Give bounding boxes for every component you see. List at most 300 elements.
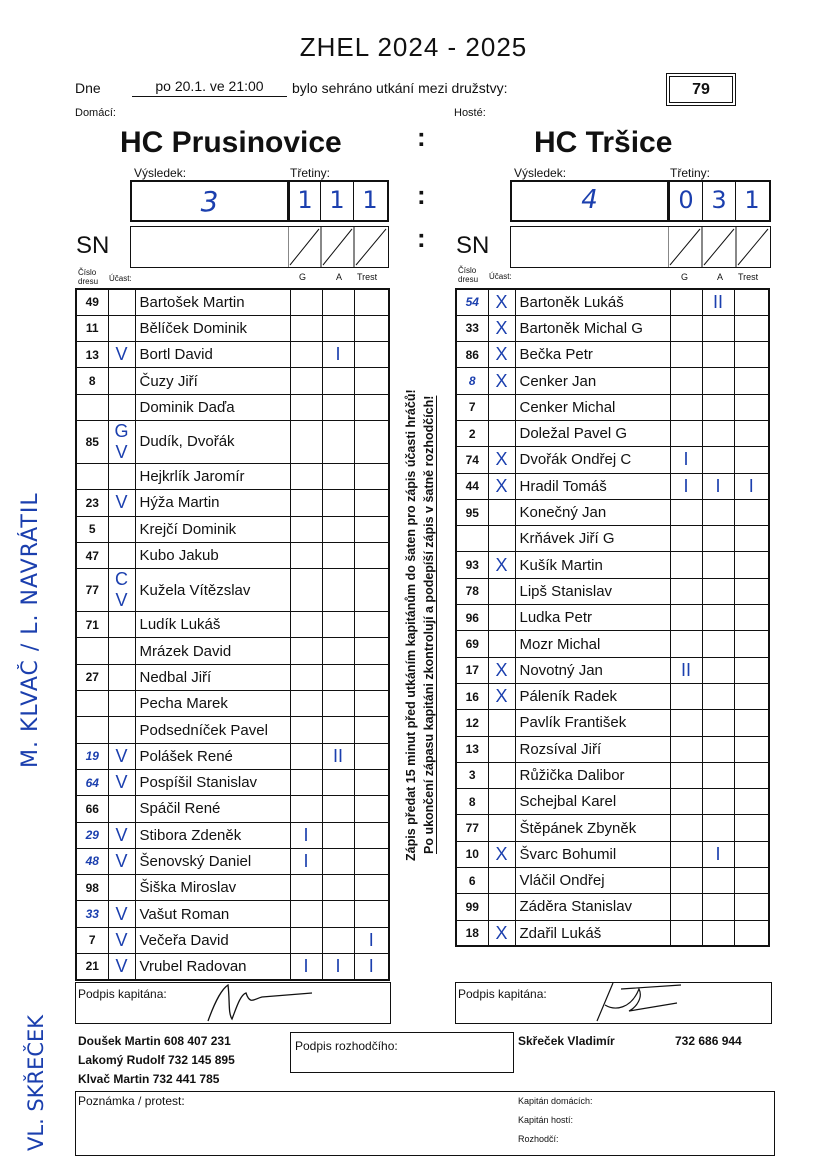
home-player-row	[76, 368, 389, 394]
away-player-a	[702, 789, 734, 815]
away-player-t	[734, 868, 769, 894]
home-player-row	[76, 691, 389, 717]
home-player-present	[108, 796, 135, 822]
away-player-name: Pavlík František	[515, 710, 670, 736]
away-player-row	[456, 657, 769, 683]
away-col-g: G	[681, 272, 689, 282]
home-player-row	[76, 516, 389, 542]
contact-3: Klvač Martin 732 441 785	[78, 1072, 220, 1086]
home-player-t	[354, 516, 389, 542]
away-player-a	[702, 315, 734, 341]
home-player-row	[76, 315, 389, 341]
away-player-t	[734, 657, 769, 683]
away-player-a	[702, 447, 734, 473]
home-player-num: 11	[76, 315, 108, 341]
home-player-t	[354, 394, 389, 420]
home-player-t	[354, 769, 389, 795]
away-player-name: Novotný Jan	[515, 657, 670, 683]
away-player-t	[734, 447, 769, 473]
away-player-num: 16	[456, 683, 488, 709]
home-sn-box	[130, 226, 389, 268]
home-player-present: V	[108, 822, 135, 848]
referee-sign-box	[290, 1032, 514, 1073]
home-player-num: 64	[76, 769, 108, 795]
home-player-row	[76, 490, 389, 516]
away-player-row	[456, 578, 769, 604]
away-player-row	[456, 447, 769, 473]
home-player-present	[108, 315, 135, 341]
away-result-label: Výsledek:	[514, 166, 567, 180]
away-player-num: 99	[456, 894, 488, 920]
away-player-name: Ludka Petr	[515, 605, 670, 631]
away-player-t	[734, 420, 769, 446]
away-player-num: 95	[456, 499, 488, 525]
away-player-present	[488, 578, 515, 604]
home-player-row	[76, 569, 389, 612]
away-player-num: 8	[456, 368, 488, 394]
away-player-g	[670, 315, 702, 341]
away-player-a	[702, 342, 734, 368]
home-player-name: Podsedníček Pavel	[135, 717, 290, 743]
away-player-name: Páleník Radek	[515, 683, 670, 709]
home-player-a	[322, 848, 354, 874]
away-player-present	[488, 868, 515, 894]
home-player-a	[322, 463, 354, 489]
home-player-present	[108, 612, 135, 638]
home-player-num: 85	[76, 420, 108, 463]
home-player-t	[354, 796, 389, 822]
contact-2: Lakomý Rudolf 732 145 895	[78, 1053, 235, 1067]
home-player-num: 13	[76, 342, 108, 368]
away-col-a: A	[717, 272, 724, 282]
away-player-row	[456, 526, 769, 552]
away-player-t	[734, 552, 769, 578]
home-player-row	[76, 664, 389, 690]
home-player-a: I	[322, 954, 354, 980]
away-player-present	[488, 736, 515, 762]
home-player-a	[322, 569, 354, 612]
home-player-num: 23	[76, 490, 108, 516]
away-player-t	[734, 815, 769, 841]
referee-phone: 732 686 944	[675, 1034, 742, 1048]
away-col-number: Číslo dresu	[458, 266, 479, 284]
home-player-a: II	[322, 743, 354, 769]
away-player-row	[456, 289, 769, 315]
match-number: 79	[669, 76, 733, 103]
away-player-name: Lipš Stanislav	[515, 578, 670, 604]
home-player-row	[76, 394, 389, 420]
home-label: Domácí:	[75, 107, 116, 119]
home-captain-sign-box	[75, 982, 391, 1024]
home-player-num: 71	[76, 612, 108, 638]
away-player-row	[456, 368, 769, 394]
home-player-present	[108, 875, 135, 901]
home-player-g	[290, 315, 322, 341]
home-player-g	[290, 769, 322, 795]
home-player-a	[322, 542, 354, 568]
home-player-num: 48	[76, 848, 108, 874]
away-player-name: Dvořák Ondřej C	[515, 447, 670, 473]
home-player-t	[354, 420, 389, 463]
home-player-t: I	[354, 954, 389, 980]
away-player-present: X	[488, 552, 515, 578]
home-player-row	[76, 463, 389, 489]
home-player-t	[354, 463, 389, 489]
away-player-g	[670, 710, 702, 736]
away-player-t	[734, 631, 769, 657]
home-player-num	[76, 717, 108, 743]
home-col-trest: Trest	[357, 272, 378, 282]
away-player-name: Kušík Martin	[515, 552, 670, 578]
away-period-3: 1	[744, 186, 760, 214]
home-player-g: I	[290, 954, 322, 980]
colon-2: :	[417, 180, 426, 210]
home-player-present	[108, 463, 135, 489]
home-player-name: Pecha Marek	[135, 691, 290, 717]
home-player-t	[354, 848, 389, 874]
home-player-name: Nedbal Jiří	[135, 664, 290, 690]
away-player-num: 8	[456, 789, 488, 815]
home-player-a: I	[322, 342, 354, 368]
home-player-row	[76, 769, 389, 795]
away-player-present	[488, 631, 515, 657]
away-player-name: Štěpánek Zbyněk	[515, 815, 670, 841]
home-player-g	[290, 875, 322, 901]
home-player-present: V	[108, 848, 135, 874]
away-player-present	[488, 394, 515, 420]
home-player-present: G V	[108, 420, 135, 463]
home-player-row	[76, 875, 389, 901]
away-player-row	[456, 394, 769, 420]
away-player-present	[488, 420, 515, 446]
away-player-num: 69	[456, 631, 488, 657]
away-player-name: Záděra Stanislav	[515, 894, 670, 920]
home-player-name: Bortl David	[135, 342, 290, 368]
home-player-num: 33	[76, 901, 108, 927]
home-player-g	[290, 490, 322, 516]
away-captain-sign-box	[455, 982, 772, 1024]
home-player-present: V	[108, 927, 135, 953]
away-roster-body	[456, 289, 769, 946]
home-player-t	[354, 490, 389, 516]
away-player-t	[734, 499, 769, 525]
home-player-name: Bělíček Dominik	[135, 315, 290, 341]
away-player-a	[702, 605, 734, 631]
away-player-t	[734, 894, 769, 920]
home-player-num	[76, 394, 108, 420]
home-player-g	[290, 542, 322, 568]
away-player-t	[734, 710, 769, 736]
away-player-t	[734, 605, 769, 631]
away-player-num: 96	[456, 605, 488, 631]
away-player-row	[456, 499, 769, 525]
away-player-num: 86	[456, 342, 488, 368]
away-player-row	[456, 789, 769, 815]
home-player-row	[76, 822, 389, 848]
date-value: po 20.1. ve 21:00	[132, 78, 287, 97]
home-player-present: C V	[108, 569, 135, 612]
home-sn-slashes	[288, 227, 388, 267]
home-period-2: 1	[329, 186, 345, 214]
away-player-a	[702, 683, 734, 709]
away-player-g	[670, 578, 702, 604]
away-player-num: 2	[456, 420, 488, 446]
home-player-g: I	[290, 822, 322, 848]
home-team-name: HC Prusinovice	[120, 126, 342, 159]
home-score-box	[130, 180, 389, 222]
away-player-name: Hradil Tomáš	[515, 473, 670, 499]
home-player-a	[322, 638, 354, 664]
away-player-num: 93	[456, 552, 488, 578]
home-player-num: 47	[76, 542, 108, 568]
referee-label: Rozhodčí:	[518, 1134, 559, 1144]
note-box	[75, 1091, 775, 1156]
away-player-g	[670, 499, 702, 525]
home-player-row	[76, 901, 389, 927]
home-player-a	[322, 490, 354, 516]
away-player-a	[702, 631, 734, 657]
away-player-name: Schejbal Karel	[515, 789, 670, 815]
left-margin-referees: M. KLVAČ / L. NAVRÁTIL	[18, 492, 43, 768]
home-player-row	[76, 743, 389, 769]
home-player-name: Spáčil René	[135, 796, 290, 822]
away-player-g	[670, 342, 702, 368]
home-player-g	[290, 691, 322, 717]
away-player-t	[734, 342, 769, 368]
away-player-a	[702, 710, 734, 736]
away-player-name: Bečka Petr	[515, 342, 670, 368]
away-player-a: I	[702, 473, 734, 499]
home-player-g	[290, 569, 322, 612]
home-player-name: Krejčí Dominik	[135, 516, 290, 542]
home-player-num	[76, 463, 108, 489]
home-player-a	[322, 822, 354, 848]
away-player-num: 7	[456, 394, 488, 420]
home-player-num: 21	[76, 954, 108, 980]
home-player-present	[108, 394, 135, 420]
away-player-g	[670, 683, 702, 709]
away-col-trest: Trest	[738, 272, 759, 282]
home-player-present: V	[108, 769, 135, 795]
away-player-num: 77	[456, 815, 488, 841]
home-player-a	[322, 516, 354, 542]
away-period-2: 3	[711, 186, 727, 214]
home-player-g	[290, 289, 322, 315]
date-label: Dne	[75, 80, 101, 96]
home-player-g	[290, 664, 322, 690]
away-player-a	[702, 420, 734, 446]
away-player-g: I	[670, 473, 702, 499]
away-period-1: 0	[678, 186, 694, 214]
contact-1: Doušek Martin 608 407 231	[78, 1034, 231, 1048]
home-player-present: V	[108, 901, 135, 927]
home-player-num: 7	[76, 927, 108, 953]
home-player-t	[354, 691, 389, 717]
home-player-name: Večeřa David	[135, 927, 290, 953]
away-team-name: HC Tršice	[534, 126, 673, 159]
referee-sign-label: Podpis rozhodčího:	[295, 1039, 398, 1053]
away-player-present: X	[488, 683, 515, 709]
center-note-line1: Zápis předat 15 minut před utkáním kapitánům do šaten pro zápis účasti hráčů!	[404, 389, 418, 861]
home-player-t	[354, 664, 389, 690]
away-player-present	[488, 894, 515, 920]
away-player-present: X	[488, 657, 515, 683]
home-player-g	[290, 420, 322, 463]
home-player-g	[290, 342, 322, 368]
home-player-row	[76, 717, 389, 743]
home-player-name: Bartošek Martin	[135, 289, 290, 315]
away-player-row	[456, 420, 769, 446]
away-player-t	[734, 736, 769, 762]
home-player-present	[108, 289, 135, 315]
home-player-present: V	[108, 954, 135, 980]
away-player-row	[456, 894, 769, 920]
away-player-row	[456, 736, 769, 762]
home-period-3: 1	[362, 186, 378, 214]
away-captain-sign-label: Podpis kapitána:	[458, 987, 547, 1001]
home-player-g	[290, 901, 322, 927]
away-player-a	[702, 394, 734, 420]
away-player-present: X	[488, 473, 515, 499]
away-player-g	[670, 736, 702, 762]
away-player-num: 3	[456, 762, 488, 788]
cap-away-label: Kapitán hostí:	[518, 1115, 574, 1125]
form-title: ZHEL 2024 - 2025	[299, 32, 528, 62]
home-player-g	[290, 368, 322, 394]
away-player-row	[456, 683, 769, 709]
cap-home-label: Kapitán domácích:	[518, 1096, 593, 1106]
away-player-present: X	[488, 289, 515, 315]
home-player-name: Kužela Vítězslav	[135, 569, 290, 612]
away-player-present: X	[488, 841, 515, 867]
home-player-name: Polášek René	[135, 743, 290, 769]
away-player-num: 6	[456, 868, 488, 894]
center-note	[400, 350, 442, 900]
home-player-num: 27	[76, 664, 108, 690]
home-player-t	[354, 612, 389, 638]
away-player-name: Švarc Bohumil	[515, 841, 670, 867]
home-player-present	[108, 691, 135, 717]
away-player-name: Mozr Michal	[515, 631, 670, 657]
home-player-t	[354, 743, 389, 769]
home-player-row	[76, 342, 389, 368]
home-player-name: Hejkrlík Jaromír	[135, 463, 290, 489]
home-player-a	[322, 901, 354, 927]
away-player-t	[734, 920, 769, 946]
away-player-present	[488, 815, 515, 841]
away-player-t	[734, 368, 769, 394]
away-player-a	[702, 894, 734, 920]
home-player-g	[290, 796, 322, 822]
home-captain-signature	[206, 979, 316, 1023]
home-player-g	[290, 612, 322, 638]
away-player-present	[488, 499, 515, 525]
home-player-present: V	[108, 490, 135, 516]
home-player-g	[290, 743, 322, 769]
away-player-num: 10	[456, 841, 488, 867]
home-player-t	[354, 289, 389, 315]
away-player-num	[456, 526, 488, 552]
away-player-g	[670, 368, 702, 394]
home-player-num: 29	[76, 822, 108, 848]
away-player-name: Krňávek Jiří G	[515, 526, 670, 552]
away-player-num: 74	[456, 447, 488, 473]
home-player-a	[322, 691, 354, 717]
away-player-t	[734, 394, 769, 420]
away-player-row	[456, 552, 769, 578]
away-player-t	[734, 683, 769, 709]
away-player-name: Vláčil Ondřej	[515, 868, 670, 894]
match-number-box	[666, 73, 736, 106]
home-player-num: 19	[76, 743, 108, 769]
home-player-row	[76, 796, 389, 822]
away-player-a	[702, 920, 734, 946]
left-margin-bottom: VL. SKŘEČEK	[24, 1014, 48, 1151]
home-player-t	[354, 542, 389, 568]
away-player-present: X	[488, 368, 515, 394]
away-player-row	[456, 815, 769, 841]
away-sn-label: SN	[456, 232, 490, 259]
referee-name: Skřeček Vladimír	[518, 1034, 615, 1048]
away-player-g	[670, 552, 702, 578]
away-player-g	[670, 894, 702, 920]
away-col-presence: Účast:	[489, 272, 512, 281]
home-sn-label: SN	[76, 232, 110, 259]
center-note-line2: Po ukončení zápasu kapitáni zkontrolují a podepíší zápis v šatně rozhodčích!	[422, 395, 436, 855]
home-player-row	[76, 848, 389, 874]
away-player-g	[670, 394, 702, 420]
away-score: 4	[581, 185, 598, 215]
away-player-present	[488, 526, 515, 552]
home-player-name: Vrubel Radovan	[135, 954, 290, 980]
home-player-t: I	[354, 927, 389, 953]
away-player-g	[670, 289, 702, 315]
home-player-num: 8	[76, 368, 108, 394]
colon-1: :	[417, 122, 426, 152]
away-player-num: 18	[456, 920, 488, 946]
away-player-a	[702, 499, 734, 525]
home-player-a	[322, 289, 354, 315]
away-player-name: Cenker Jan	[515, 368, 670, 394]
home-player-a	[322, 769, 354, 795]
home-player-num: 98	[76, 875, 108, 901]
away-player-num: 54	[456, 289, 488, 315]
away-player-name: Bartoněk Michal G	[515, 315, 670, 341]
home-player-a	[322, 875, 354, 901]
home-player-name: Dudík, Dvořák	[135, 420, 290, 463]
away-player-name: Cenker Michal	[515, 394, 670, 420]
away-player-g	[670, 526, 702, 552]
away-player-row	[456, 868, 769, 894]
away-player-row	[456, 710, 769, 736]
away-player-t	[734, 526, 769, 552]
away-player-g	[670, 920, 702, 946]
home-player-g	[290, 717, 322, 743]
away-player-present: X	[488, 315, 515, 341]
away-player-t	[734, 762, 769, 788]
home-player-t	[354, 901, 389, 927]
away-player-row	[456, 920, 769, 946]
home-player-num: 77	[76, 569, 108, 612]
home-player-present: V	[108, 743, 135, 769]
home-period-1: 1	[297, 186, 313, 214]
home-player-present	[108, 664, 135, 690]
away-player-name: Rozsíval Jiří	[515, 736, 670, 762]
home-player-num: 49	[76, 289, 108, 315]
home-player-t	[354, 822, 389, 848]
home-col-number: Číslo dresu	[78, 268, 99, 286]
home-player-t	[354, 315, 389, 341]
